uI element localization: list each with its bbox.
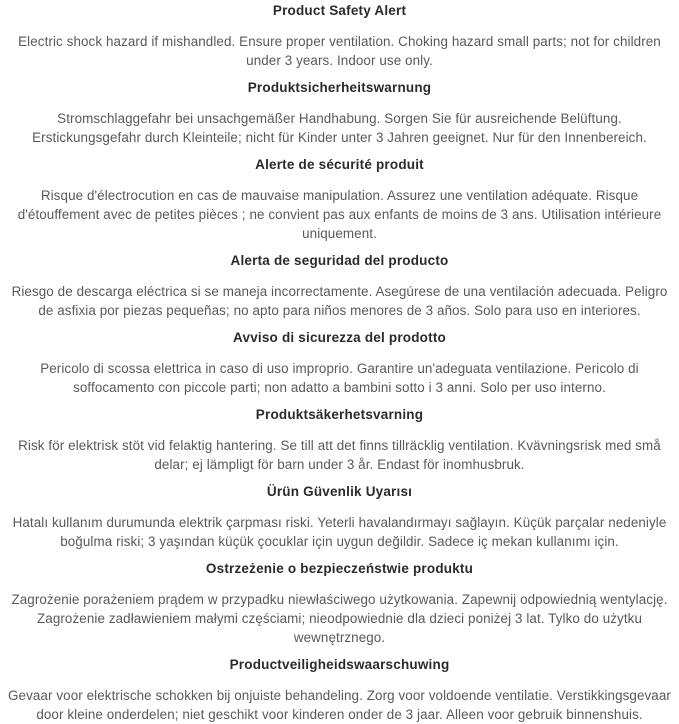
- section-heading: Alerte de sécurité produit: [255, 157, 424, 172]
- section-body: Electric shock hazard if mishandled. Ensure proper ventilation. Choking hazard small parts; not for children under 3 years. Indoor use only.: [18, 34, 661, 68]
- section-body: Risk för elektrisk stöt vid felaktig hantering. Se till att det finns tillräcklig ventilation. Kvävningsrisk med små delar; ej lämpligt för barn under 3 år. Endast för inomhusbruk.: [18, 438, 661, 472]
- section-heading: Ostrzeżenie o bezpieczeństwie produktu: [205, 561, 474, 576]
- safety-section-polish: [4, 561, 675, 647]
- section-heading: Produktsäkerhetsvarning: [255, 407, 424, 422]
- section-body: Risque d'électrocution en cas de mauvaise manipulation. Assurez une ventilation adéquate. Risque d'étouffement avec de petites pièces ; ne convient pas aux enfants de moins de 3 ans. Utilisation intérieure uniquement.: [17, 188, 662, 241]
- safety-section-turkish: [4, 484, 675, 551]
- safety-section-dutch: [4, 657, 675, 724]
- safety-section-spanish: [4, 253, 675, 320]
- safety-section-italian: [4, 330, 675, 397]
- section-heading: Ürün Güvenlik Uyarısı: [266, 484, 413, 499]
- safety-section-german: [4, 80, 675, 147]
- section-body: Stromschlaggefahr bei unsachgemäßer Handhabung. Sorgen Sie für ausreichende Belüftung. Erstickungsgefahr durch Kleinteile; nicht für Kinder unter 3 Jahren geeignet. Nur für den Innenbereich.: [32, 111, 647, 145]
- section-body: Zagrożenie porażeniem prądem w przypadku niewłaściwego użytkowania. Zapewnij odpowiednią wentylację. Zagrożenie zadławieniem małymi częściami; nieodpowiednie dla dzieci poniżej 3 lat. Tylko do użytku wewnętrznego.: [11, 592, 668, 645]
- section-heading: Product Safety Alert: [272, 3, 407, 18]
- section-body: Hatalı kullanım durumunda elektrik çarpması riski. Yeterli havalandırmayı sağlayın. Küçük parçalar nedeniyle boğulma riski; 3 yaşından küçük çocuklar için uygun değildir. Sadece iç mekan kullanımı için.: [12, 515, 667, 549]
- section-heading: Productveiligheidswaarschuwing: [229, 657, 450, 672]
- section-body: Riesgo de descarga eléctrica si se maneja incorrectamente. Asegúrese de una ventilación adecuada. Peligro de asfixia por piezas pequeñas; no apto para niños menores de 3 años. Solo para uso en interiores.: [11, 284, 668, 318]
- section-body: Pericolo di scossa elettrica in caso di uso improprio. Garantire un'adeguata ventilazione. Pericolo di soffocamento con piccole parti; non adatto a bambini sotto i 3 anni. Solo per uso interno.: [40, 361, 639, 395]
- safety-section-french: [4, 157, 675, 243]
- safety-section-english: [4, 3, 675, 70]
- section-heading: Alerta de seguridad del producto: [230, 253, 449, 268]
- section-heading: Produktsicherheitswarnung: [247, 80, 432, 95]
- safety-section-swedish: [4, 407, 675, 474]
- section-heading: Avviso di sicurezza del prodotto: [233, 330, 446, 345]
- section-body: Gevaar voor elektrische schokken bij onjuiste behandeling. Zorg voor voldoende ventilatie. Verstikkingsgevaar door kleine onderdelen; niet geschikt voor kinderen onder de 3 jaar. Alleen voor gebruik binnenshuis.: [8, 688, 671, 722]
